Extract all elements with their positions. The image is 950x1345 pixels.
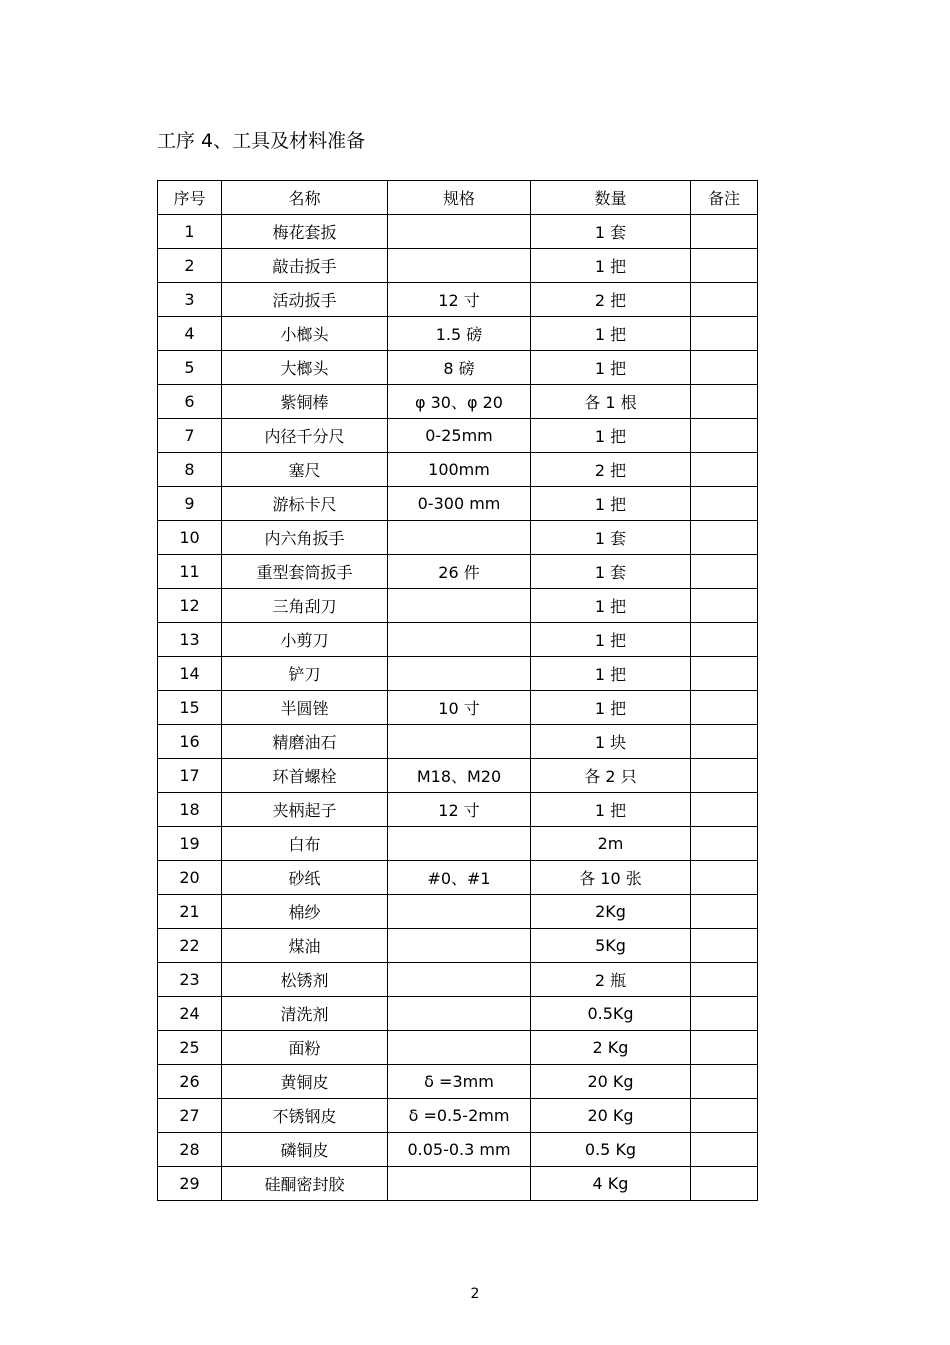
cell-note xyxy=(691,249,758,283)
cell-name: 小榔头 xyxy=(222,317,388,351)
page-number: 2 xyxy=(470,1286,480,1302)
cell-qty: 1 把 xyxy=(531,623,691,657)
cell-name: 活动扳手 xyxy=(222,283,388,317)
cell-spec xyxy=(388,963,531,997)
cell-spec: 0.05-0.3 mm xyxy=(388,1133,531,1167)
cell-qty: 2m xyxy=(531,827,691,861)
cell-spec xyxy=(388,827,531,861)
table-row xyxy=(158,1167,758,1201)
cell-note xyxy=(691,827,758,861)
cell-note xyxy=(691,555,758,589)
cell-qty: 2 把 xyxy=(531,453,691,487)
table-row xyxy=(158,997,758,1031)
cell-spec: 12 寸 xyxy=(388,793,531,827)
table-row xyxy=(158,827,758,861)
cell-note xyxy=(691,759,758,793)
cell-no: 13 xyxy=(158,623,222,657)
cell-note xyxy=(691,1167,758,1201)
cell-name: 煤油 xyxy=(222,929,388,963)
table-row xyxy=(158,1099,758,1133)
cell-name: 内六角扳手 xyxy=(222,521,388,555)
table-body xyxy=(158,215,758,1201)
cell-note xyxy=(691,895,758,929)
table-row xyxy=(158,1133,758,1167)
cell-note xyxy=(691,997,758,1031)
cell-name: 砂纸 xyxy=(222,861,388,895)
cell-note xyxy=(691,657,758,691)
cell-no: 14 xyxy=(158,657,222,691)
cell-qty: 1 把 xyxy=(531,419,691,453)
cell-name: 梅花套扳 xyxy=(222,215,388,249)
table-row xyxy=(158,249,758,283)
cell-spec xyxy=(388,1167,531,1201)
table-row xyxy=(158,963,758,997)
cell-no: 5 xyxy=(158,351,222,385)
header-name: 名称 xyxy=(222,181,388,215)
table-row xyxy=(158,385,758,419)
cell-no: 26 xyxy=(158,1065,222,1099)
header-no: 序号 xyxy=(158,181,222,215)
cell-qty: 1 把 xyxy=(531,317,691,351)
cell-note xyxy=(691,963,758,997)
cell-note xyxy=(691,1065,758,1099)
cell-name: 黄铜皮 xyxy=(222,1065,388,1099)
cell-spec: 10 寸 xyxy=(388,691,531,725)
cell-no: 24 xyxy=(158,997,222,1031)
cell-name: 精磨油石 xyxy=(222,725,388,759)
cell-name: 铲刀 xyxy=(222,657,388,691)
cell-name: 面粉 xyxy=(222,1031,388,1065)
cell-qty: 1 把 xyxy=(531,691,691,725)
cell-qty: 2 Kg xyxy=(531,1031,691,1065)
cell-qty: 各 10 张 xyxy=(531,861,691,895)
cell-spec: φ 30、φ 20 xyxy=(388,385,531,419)
cell-spec: 8 磅 xyxy=(388,351,531,385)
cell-qty: 20 Kg xyxy=(531,1099,691,1133)
cell-no: 20 xyxy=(158,861,222,895)
table-row xyxy=(158,725,758,759)
cell-qty: 1 把 xyxy=(531,487,691,521)
cell-spec xyxy=(388,249,531,283)
table-row xyxy=(158,453,758,487)
cell-qty: 2Kg xyxy=(531,895,691,929)
cell-spec: 12 寸 xyxy=(388,283,531,317)
cell-note xyxy=(691,793,758,827)
cell-spec: δ =3mm xyxy=(388,1065,531,1099)
cell-note xyxy=(691,929,758,963)
cell-name: 磷铜皮 xyxy=(222,1133,388,1167)
cell-name: 环首螺栓 xyxy=(222,759,388,793)
cell-name: 棉纱 xyxy=(222,895,388,929)
cell-qty: 1 把 xyxy=(531,793,691,827)
cell-no: 27 xyxy=(158,1099,222,1133)
cell-no: 11 xyxy=(158,555,222,589)
table-row xyxy=(158,929,758,963)
cell-spec: M18、M20 xyxy=(388,759,531,793)
cell-spec xyxy=(388,1031,531,1065)
cell-spec: δ =0.5-2mm xyxy=(388,1099,531,1133)
cell-name: 不锈钢皮 xyxy=(222,1099,388,1133)
cell-note xyxy=(691,1133,758,1167)
cell-qty: 1 套 xyxy=(531,555,691,589)
cell-qty: 1 把 xyxy=(531,657,691,691)
cell-name: 大榔头 xyxy=(222,351,388,385)
cell-note xyxy=(691,861,758,895)
cell-spec xyxy=(388,895,531,929)
cell-note xyxy=(691,487,758,521)
cell-no: 12 xyxy=(158,589,222,623)
cell-name: 内径千分尺 xyxy=(222,419,388,453)
cell-name: 重型套筒扳手 xyxy=(222,555,388,589)
cell-no: 18 xyxy=(158,793,222,827)
cell-qty: 1 块 xyxy=(531,725,691,759)
cell-no: 21 xyxy=(158,895,222,929)
cell-qty: 2 瓶 xyxy=(531,963,691,997)
cell-no: 4 xyxy=(158,317,222,351)
cell-note xyxy=(691,453,758,487)
cell-note xyxy=(691,351,758,385)
cell-no: 10 xyxy=(158,521,222,555)
cell-qty: 4 Kg xyxy=(531,1167,691,1201)
cell-name: 敲击扳手 xyxy=(222,249,388,283)
cell-spec: 0-300 mm xyxy=(388,487,531,521)
table-row xyxy=(158,317,758,351)
cell-spec xyxy=(388,657,531,691)
cell-note xyxy=(691,317,758,351)
cell-qty: 1 套 xyxy=(531,215,691,249)
cell-name: 三角刮刀 xyxy=(222,589,388,623)
header-spec: 规格 xyxy=(388,181,531,215)
cell-note xyxy=(691,283,758,317)
cell-no: 8 xyxy=(158,453,222,487)
cell-spec: #0、#1 xyxy=(388,861,531,895)
cell-qty: 0.5Kg xyxy=(531,997,691,1031)
cell-note xyxy=(691,521,758,555)
table-row xyxy=(158,895,758,929)
cell-no: 16 xyxy=(158,725,222,759)
cell-spec: 0-25mm xyxy=(388,419,531,453)
cell-spec: 100mm xyxy=(388,453,531,487)
cell-no: 29 xyxy=(158,1167,222,1201)
cell-no: 1 xyxy=(158,215,222,249)
cell-spec xyxy=(388,215,531,249)
cell-no: 3 xyxy=(158,283,222,317)
cell-name: 硅酮密封胶 xyxy=(222,1167,388,1201)
cell-note xyxy=(691,623,758,657)
cell-qty: 5Kg xyxy=(531,929,691,963)
cell-spec xyxy=(388,521,531,555)
table-row xyxy=(158,623,758,657)
cell-qty: 20 Kg xyxy=(531,1065,691,1099)
table-row xyxy=(158,215,758,249)
cell-name: 夹柄起子 xyxy=(222,793,388,827)
tools-materials-table xyxy=(157,180,758,1201)
table-row xyxy=(158,759,758,793)
cell-note xyxy=(691,1031,758,1065)
cell-no: 22 xyxy=(158,929,222,963)
cell-name: 小剪刀 xyxy=(222,623,388,657)
cell-qty: 1 把 xyxy=(531,351,691,385)
cell-spec xyxy=(388,929,531,963)
cell-note xyxy=(691,691,758,725)
cell-note xyxy=(691,419,758,453)
table-row xyxy=(158,691,758,725)
table-row xyxy=(158,521,758,555)
cell-no: 28 xyxy=(158,1133,222,1167)
header-note: 备注 xyxy=(691,181,758,215)
cell-spec: 26 件 xyxy=(388,555,531,589)
cell-note xyxy=(691,589,758,623)
cell-note xyxy=(691,725,758,759)
table-row xyxy=(158,487,758,521)
table-row xyxy=(158,351,758,385)
cell-spec xyxy=(388,725,531,759)
cell-no: 17 xyxy=(158,759,222,793)
cell-note xyxy=(691,385,758,419)
cell-qty: 1 套 xyxy=(531,521,691,555)
cell-name: 清洗剂 xyxy=(222,997,388,1031)
table-row xyxy=(158,793,758,827)
table-row xyxy=(158,1065,758,1099)
table-header-row xyxy=(158,181,758,215)
cell-name: 游标卡尺 xyxy=(222,487,388,521)
cell-qty: 各 1 根 xyxy=(531,385,691,419)
cell-no: 19 xyxy=(158,827,222,861)
cell-no: 6 xyxy=(158,385,222,419)
cell-name: 白布 xyxy=(222,827,388,861)
table-row xyxy=(158,657,758,691)
cell-no: 23 xyxy=(158,963,222,997)
table-row xyxy=(158,1031,758,1065)
cell-spec xyxy=(388,997,531,1031)
cell-note xyxy=(691,1099,758,1133)
table-row xyxy=(158,861,758,895)
cell-name: 半圆锉 xyxy=(222,691,388,725)
cell-no: 9 xyxy=(158,487,222,521)
cell-qty: 2 把 xyxy=(531,283,691,317)
header-qty: 数量 xyxy=(531,181,691,215)
cell-no: 25 xyxy=(158,1031,222,1065)
cell-spec xyxy=(388,623,531,657)
table-row xyxy=(158,555,758,589)
cell-name: 塞尺 xyxy=(222,453,388,487)
cell-qty: 1 把 xyxy=(531,589,691,623)
cell-no: 15 xyxy=(158,691,222,725)
table-row xyxy=(158,283,758,317)
cell-qty: 0.5 Kg xyxy=(531,1133,691,1167)
table-row xyxy=(158,589,758,623)
section-title: 工序 4、工具及材料准备 xyxy=(157,130,366,152)
cell-qty: 1 把 xyxy=(531,249,691,283)
cell-no: 2 xyxy=(158,249,222,283)
cell-spec xyxy=(388,589,531,623)
cell-note xyxy=(691,215,758,249)
cell-spec: 1.5 磅 xyxy=(388,317,531,351)
cell-name: 松锈剂 xyxy=(222,963,388,997)
cell-no: 7 xyxy=(158,419,222,453)
cell-qty: 各 2 只 xyxy=(531,759,691,793)
cell-name: 紫铜棒 xyxy=(222,385,388,419)
table-row xyxy=(158,419,758,453)
